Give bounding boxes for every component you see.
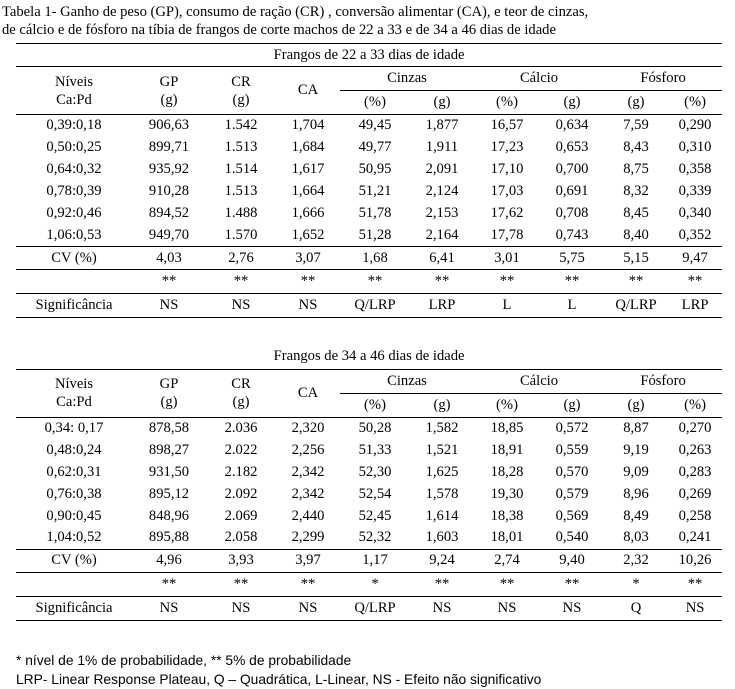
data-row-cell: 50,28 bbox=[340, 417, 410, 439]
data-row bbox=[16, 483, 722, 505]
cv-row-cell: 10,26 bbox=[668, 549, 722, 572]
data-row-cell: 8,75 bbox=[623, 161, 649, 177]
table-section-2 bbox=[16, 345, 722, 621]
data-row-cell: 0,352 bbox=[678, 226, 712, 243]
data-row-cell: 2.022 bbox=[224, 441, 258, 458]
data-row-cell: 9,19 bbox=[623, 441, 649, 458]
calcio-header: Cálcio bbox=[474, 67, 604, 91]
caption-line-2: de cálcio e de fósforo na tíbia de frangos de corte machos de 22 a 33 e de 34 a 46 dias de idade bbox=[2, 22, 556, 38]
data-row-cell: 0,743 bbox=[555, 226, 589, 243]
footnote-abbreviations: LRP- Linear Response Plateau, Q – Quadrática, L-Linear, NS - Efeito não significativo bbox=[16, 672, 542, 687]
significance-row-cell: NS bbox=[206, 294, 276, 318]
significance-stars-row-cell: ** bbox=[668, 572, 722, 596]
data-row-cell: 7,59 bbox=[604, 115, 668, 137]
significance-stars-row-cell: ** bbox=[206, 270, 276, 294]
section-1-body bbox=[16, 44, 722, 318]
gp-label-2: GP bbox=[159, 376, 179, 392]
data-row-cell: 0,50:0,25 bbox=[46, 139, 102, 155]
section-1-title: Frangos de 22 a 33 dias de idade bbox=[16, 44, 722, 67]
cr-unit-2: (g) bbox=[232, 394, 250, 410]
data-row-cell: 0,572 bbox=[540, 417, 604, 439]
ca-header-2: CA bbox=[276, 369, 340, 417]
data-row-cell: 51,28 bbox=[358, 226, 392, 243]
data-row-cell: 895,88 bbox=[148, 529, 190, 546]
data-row-cell: 0,92:0,46 bbox=[46, 205, 102, 221]
data-row-cell: 18,38 bbox=[490, 507, 524, 524]
data-row-cell: 17,23 bbox=[490, 139, 524, 155]
data-row-cell: 49,45 bbox=[340, 115, 410, 137]
data-row-cell: 2,256 bbox=[291, 441, 325, 458]
data-row-cell: 17,10 bbox=[490, 161, 524, 177]
data-row-cell: 0,258 bbox=[678, 507, 712, 524]
data-row-cell: 0,62:0,31 bbox=[46, 463, 102, 480]
data-row-cell: 2,440 bbox=[291, 507, 325, 524]
data-row-cell: 1,617 bbox=[291, 161, 325, 177]
data-row-cell: 17,78 bbox=[490, 226, 524, 243]
data-row-cell: 0,283 bbox=[678, 463, 712, 480]
data-row-cell: 2.182 bbox=[224, 463, 258, 480]
significance-stars-row-cell bbox=[16, 270, 132, 294]
data-row-cell: 0,634 bbox=[540, 115, 604, 137]
data-row bbox=[16, 115, 722, 137]
significance-row-cell: NS bbox=[132, 294, 206, 318]
significance-stars-row-cell: ** bbox=[206, 572, 276, 596]
significance-row-cell: NS bbox=[132, 596, 206, 620]
data-row-cell: 0,263 bbox=[678, 441, 712, 458]
significance-row-cell: LRP bbox=[668, 294, 722, 318]
ca-header: CA bbox=[276, 67, 340, 115]
data-row-cell: 50,95 bbox=[358, 161, 392, 177]
significance-row-cell: NS bbox=[668, 596, 722, 620]
fosforo-pct-header-2: (%) bbox=[684, 396, 706, 413]
data-row-cell: 935,92 bbox=[148, 161, 190, 177]
fosforo-g-header: (g) bbox=[627, 94, 645, 110]
niveis-header bbox=[16, 67, 132, 115]
cv-row-cell: CV (%) bbox=[16, 549, 132, 572]
significance-row-cell: NS bbox=[410, 596, 474, 620]
cv-row-cell: 9,47 bbox=[668, 247, 722, 270]
ca-pd-label-2: Ca:Pd bbox=[56, 394, 92, 410]
fosforo-g-header-2: (g) bbox=[627, 396, 645, 413]
data-row-cell: 1.514 bbox=[224, 161, 258, 177]
data-row-cell: 8,43 bbox=[623, 139, 649, 155]
data-row-cell: 9,09 bbox=[623, 463, 649, 480]
data-row bbox=[16, 225, 722, 247]
cv-row bbox=[16, 247, 722, 270]
data-row-cell: 1,625 bbox=[425, 463, 459, 480]
data-row-cell: 51,78 bbox=[358, 205, 392, 221]
significance-row-cell: NS bbox=[206, 596, 276, 620]
cinzas-header: Cinzas bbox=[340, 67, 474, 91]
data-row-cell: 910,28 bbox=[148, 183, 190, 199]
data-row-cell: 0,76:0,38 bbox=[46, 485, 102, 502]
section-2-body bbox=[16, 345, 722, 620]
cinzas-g-header-2: (g) bbox=[433, 396, 451, 413]
calcio-g-header: (g) bbox=[563, 94, 581, 110]
data-row-cell: 0,39:0,18 bbox=[16, 115, 132, 137]
data-row-cell: 1,603 bbox=[425, 529, 459, 546]
cr-header bbox=[206, 67, 276, 115]
data-row-cell: 8,87 bbox=[604, 417, 668, 439]
cv-row-cell: 5,75 bbox=[540, 247, 604, 270]
data-row-cell: 1.542 bbox=[206, 115, 276, 137]
cr-unit: (g) bbox=[232, 91, 250, 108]
significance-row-cell: LRP bbox=[410, 294, 474, 318]
significance-row-cell: Q/LRP bbox=[604, 294, 668, 318]
cv-row-cell: 3,07 bbox=[276, 247, 340, 270]
data-row-cell: 0,579 bbox=[555, 485, 589, 502]
data-row-cell: 49,77 bbox=[358, 139, 392, 155]
significance-stars-row-cell: ** bbox=[474, 270, 540, 294]
data-row-cell: 0,653 bbox=[555, 139, 589, 155]
data-row-cell: 8,45 bbox=[623, 205, 649, 221]
data-row-cell: 52,45 bbox=[358, 507, 392, 524]
significance-stars-row-cell: ** bbox=[474, 572, 540, 596]
data-row-cell: 0,78:0,39 bbox=[46, 183, 102, 199]
significance-row-cell: Q bbox=[604, 596, 668, 620]
data-row-cell: 1,664 bbox=[291, 183, 325, 199]
calcio-header-2: Cálcio bbox=[474, 369, 604, 393]
cv-row-cell: 3,01 bbox=[474, 247, 540, 270]
data-row-cell: 0,269 bbox=[678, 485, 712, 502]
data-row-cell: 2,091 bbox=[425, 161, 459, 177]
cv-row-cell: 2,74 bbox=[474, 549, 540, 572]
data-row-cell: 1.513 bbox=[224, 183, 258, 199]
data-row-cell: 18,85 bbox=[474, 417, 540, 439]
data-row-cell: 16,57 bbox=[474, 115, 540, 137]
data-row-cell: 2,124 bbox=[425, 183, 459, 199]
data-row bbox=[16, 181, 722, 203]
data-row-cell: 2,320 bbox=[276, 417, 340, 439]
data-row-cell: 52,32 bbox=[358, 529, 392, 546]
cv-row-cell: 4,03 bbox=[132, 247, 206, 270]
data-row-cell: 2,299 bbox=[291, 529, 325, 546]
significance-row-cell: NS bbox=[276, 294, 340, 318]
significance-row-cell: NS bbox=[276, 596, 340, 620]
cv-row bbox=[16, 549, 722, 572]
cv-row-cell: 2,76 bbox=[206, 247, 276, 270]
table-section-1 bbox=[16, 43, 722, 318]
significance-stars-row bbox=[16, 572, 722, 596]
cv-row-cell: 9,40 bbox=[540, 549, 604, 572]
cr-label-2: CR bbox=[231, 376, 251, 392]
data-row bbox=[16, 159, 722, 181]
footnote-significance: * nível de 1% de probabilidade, ** 5% de probabilidade bbox=[16, 653, 352, 668]
cv-row-cell: 1,68 bbox=[340, 247, 410, 270]
data-row-cell: 2,342 bbox=[291, 485, 325, 502]
significance-stars-row-cell: ** bbox=[604, 270, 668, 294]
data-row-cell: 17,03 bbox=[490, 183, 524, 199]
fosforo-pct-header: (%) bbox=[684, 94, 706, 110]
data-row-cell: 1,578 bbox=[425, 485, 459, 502]
cv-row-cell: 6,41 bbox=[410, 247, 474, 270]
caption-line-1: Tabela 1- Ganho de peso (GP), consumo de ração (CR) , conversão alimentar (CA), e teor de cinzas, bbox=[2, 4, 589, 20]
cv-row-cell: 1,17 bbox=[340, 549, 410, 572]
data-row-cell: 949,70 bbox=[148, 226, 190, 243]
significance-stars-row-cell: ** bbox=[276, 572, 340, 596]
cr-header-2 bbox=[206, 369, 276, 417]
data-row-cell: 2,164 bbox=[425, 226, 459, 243]
significance-stars-row-cell: * bbox=[604, 572, 668, 596]
data-row-cell: 2.069 bbox=[224, 507, 258, 524]
significance-stars-row bbox=[16, 270, 722, 294]
data-row-cell: 0,358 bbox=[678, 161, 712, 177]
calcio-pct-header: (%) bbox=[496, 94, 518, 110]
data-row-cell: 1.513 bbox=[224, 139, 258, 155]
data-row-cell: 8,40 bbox=[623, 226, 649, 243]
data-row-cell: 2.058 bbox=[224, 529, 258, 546]
data-row-cell: 0,570 bbox=[555, 463, 589, 480]
significance-row-cell: Significância bbox=[16, 294, 132, 318]
significance-row-cell: Significância bbox=[16, 596, 132, 620]
cv-row-cell: CV (%) bbox=[16, 247, 132, 270]
data-row-cell: 0,540 bbox=[555, 529, 589, 546]
significance-stars-row-cell: * bbox=[340, 572, 410, 596]
data-row bbox=[16, 137, 722, 159]
data-row-cell: 2.036 bbox=[206, 417, 276, 439]
data-row-cell: 8,32 bbox=[623, 183, 649, 199]
niveis-label-2: Níveis bbox=[54, 376, 94, 392]
data-row-cell: 0,270 bbox=[668, 417, 722, 439]
data-row-cell: 0,559 bbox=[555, 441, 589, 458]
gp-label: GP bbox=[159, 73, 179, 90]
data-row-cell: 878,58 bbox=[132, 417, 206, 439]
data-row-cell: 0,34: 0,17 bbox=[16, 417, 132, 439]
data-row-cell: 894,52 bbox=[148, 205, 190, 221]
data-row-cell: 0,708 bbox=[555, 205, 589, 221]
data-row-cell: 18,01 bbox=[490, 529, 524, 546]
data-row-cell: 18,28 bbox=[490, 463, 524, 480]
significance-stars-row-cell: ** bbox=[410, 270, 474, 294]
significance-row bbox=[16, 294, 722, 318]
data-row-cell: 0,700 bbox=[555, 161, 589, 177]
data-row-cell: 51,33 bbox=[358, 441, 392, 458]
data-row bbox=[16, 527, 722, 549]
data-row-cell: 51,21 bbox=[358, 183, 392, 199]
niveis-label: Níveis bbox=[54, 73, 94, 90]
cinzas-header-2: Cinzas bbox=[340, 369, 474, 393]
significance-stars-row-cell: ** bbox=[132, 572, 206, 596]
significance-stars-row-cell: ** bbox=[410, 572, 474, 596]
data-row-cell: 0,340 bbox=[678, 205, 712, 221]
data-row-cell: 0,691 bbox=[555, 183, 589, 199]
ca-pd-label: Ca:Pd bbox=[56, 91, 92, 108]
cinzas-g-header: (g) bbox=[433, 94, 451, 110]
data-row-cell: 1,704 bbox=[276, 115, 340, 137]
data-row-cell: 931,50 bbox=[148, 463, 190, 480]
data-row-cell: 18,91 bbox=[490, 441, 524, 458]
data-row-cell: 1,684 bbox=[291, 139, 325, 155]
data-row-cell: 898,27 bbox=[148, 441, 190, 458]
data-row-cell: 0,339 bbox=[678, 183, 712, 199]
cv-row-cell: 5,15 bbox=[604, 247, 668, 270]
data-row bbox=[16, 417, 722, 439]
gp-unit-2: (g) bbox=[160, 394, 178, 410]
data-row-cell: 0,241 bbox=[678, 529, 712, 546]
calcio-g-header-2: (g) bbox=[563, 396, 581, 413]
significance-row-cell: Q/LRP bbox=[340, 294, 410, 318]
significance-stars-row-cell: ** bbox=[540, 270, 604, 294]
table-caption bbox=[2, 3, 732, 39]
cv-row-cell: 4,96 bbox=[132, 549, 206, 572]
significance-row bbox=[16, 596, 722, 620]
gp-header-2 bbox=[132, 369, 206, 417]
data-row-cell: 1,877 bbox=[410, 115, 474, 137]
significance-stars-row-cell: ** bbox=[540, 572, 604, 596]
cv-row-cell: 9,24 bbox=[410, 549, 474, 572]
data-row-cell: 1,652 bbox=[291, 226, 325, 243]
data-row-cell: 2.092 bbox=[224, 485, 258, 502]
data-row-cell: 8,49 bbox=[623, 507, 649, 524]
data-row-cell: 19,30 bbox=[490, 485, 524, 502]
cr-label: CR bbox=[231, 73, 251, 90]
significance-stars-row-cell: ** bbox=[276, 270, 340, 294]
significance-stars-row-cell: ** bbox=[668, 270, 722, 294]
data-row-cell: 848,96 bbox=[148, 507, 190, 524]
data-row-cell: 52,30 bbox=[358, 463, 392, 480]
significance-row-cell: NS bbox=[540, 596, 604, 620]
data-row-cell: 1,521 bbox=[425, 441, 459, 458]
data-row-cell: 52,54 bbox=[358, 485, 392, 502]
data-row-cell: 1,666 bbox=[291, 205, 325, 221]
section-2-title: Frangos de 34 a 46 dias de idade bbox=[273, 348, 465, 365]
significance-row-cell: NS bbox=[474, 596, 540, 620]
gp-unit: (g) bbox=[160, 91, 178, 108]
data-row-cell: 2,153 bbox=[425, 205, 459, 221]
cv-row-cell: 2,32 bbox=[604, 549, 668, 572]
data-row-cell: 1.488 bbox=[224, 205, 258, 221]
data-row-cell: 0,64:0,32 bbox=[46, 161, 102, 177]
fosforo-header: Fósforo bbox=[604, 67, 722, 91]
data-row-cell: 2,342 bbox=[291, 463, 325, 480]
significance-row-cell: Q/LRP bbox=[340, 596, 410, 620]
data-row-cell: 0,290 bbox=[668, 115, 722, 137]
data-row bbox=[16, 203, 722, 225]
data-row-cell: 1,911 bbox=[425, 139, 459, 155]
data-row bbox=[16, 505, 722, 527]
data-row-cell: 17,62 bbox=[490, 205, 524, 221]
data-row-cell: 1,614 bbox=[425, 507, 459, 524]
data-row-cell: 1.570 bbox=[224, 226, 258, 243]
significance-row-cell: L bbox=[540, 294, 604, 318]
data-row-cell: 8,96 bbox=[623, 485, 649, 502]
data-row-cell: 895,12 bbox=[148, 485, 190, 502]
cinzas-pct-header-2: (%) bbox=[364, 396, 386, 413]
fosforo-header-2: Fósforo bbox=[604, 369, 722, 393]
significance-stars-row-cell: ** bbox=[132, 270, 206, 294]
gp-header bbox=[132, 67, 206, 115]
data-row-cell: 0,310 bbox=[678, 139, 712, 155]
data-row-cell: 0,48:0,24 bbox=[46, 441, 102, 458]
data-row bbox=[16, 439, 722, 461]
data-row-cell: 1,06:0,53 bbox=[46, 226, 102, 243]
cinzas-pct-header: (%) bbox=[364, 94, 386, 110]
niveis-header-2 bbox=[16, 369, 132, 417]
data-row-cell: 899,71 bbox=[148, 139, 190, 155]
calcio-pct-header-2: (%) bbox=[496, 396, 518, 413]
cv-row-cell: 3,93 bbox=[206, 549, 276, 572]
table-footnotes bbox=[16, 651, 541, 689]
significance-stars-row-cell bbox=[16, 572, 132, 596]
data-row bbox=[16, 461, 722, 483]
significance-stars-row-cell: ** bbox=[340, 270, 410, 294]
data-row-cell: 8,03 bbox=[623, 529, 649, 546]
significance-row-cell: L bbox=[474, 294, 540, 318]
data-row-cell: 1,582 bbox=[410, 417, 474, 439]
data-row-cell: 1,04:0,52 bbox=[46, 529, 102, 546]
data-row-cell: 0,569 bbox=[555, 507, 589, 524]
cv-row-cell: 3,97 bbox=[276, 549, 340, 572]
data-row-cell: 0,90:0,45 bbox=[46, 507, 102, 524]
data-row-cell: 906,63 bbox=[132, 115, 206, 137]
